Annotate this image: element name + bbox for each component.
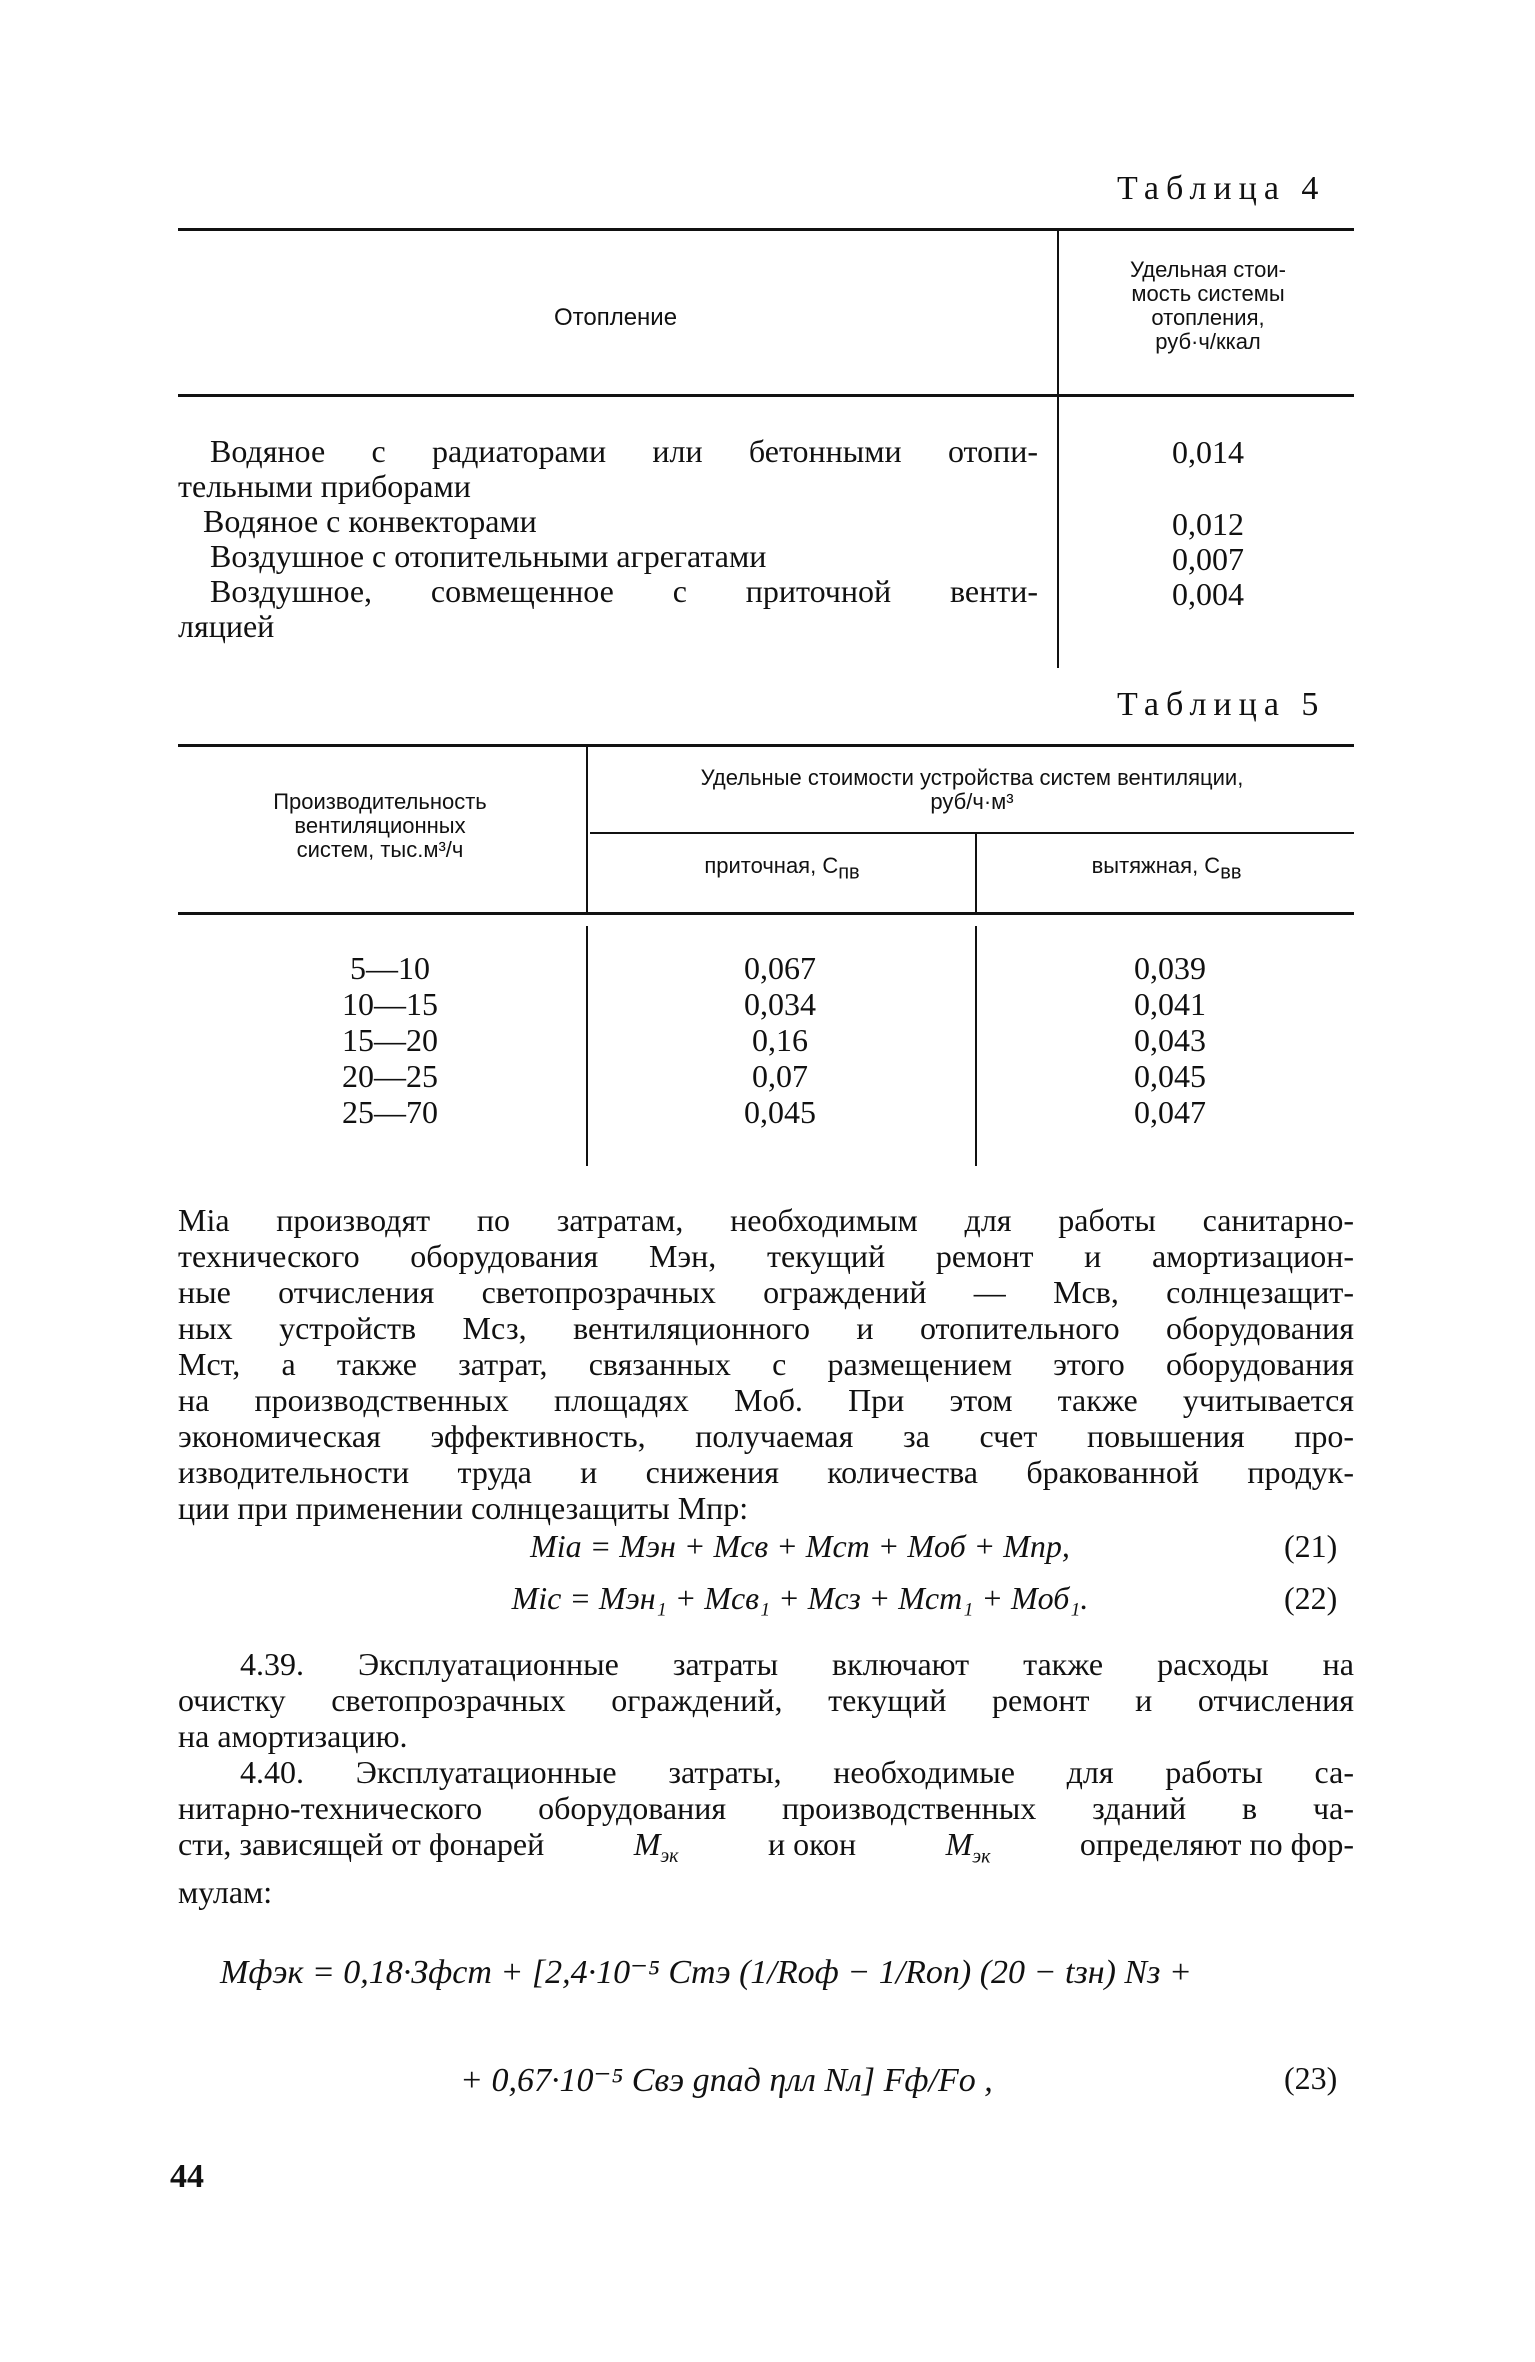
equation-21-number: (21) [1284,1528,1338,1564]
table5-header-rule [178,912,1354,915]
table5-header-group-line: руб/ч·м³ [930,789,1014,814]
table4-row-value: 0,012 [1172,506,1244,542]
paragraph-operating-costs [178,1202,1354,1526]
table4-header-cost-line: отопления, [1151,305,1265,330]
table5-col-exhaust [1090,950,1250,1130]
table5-cell: 25—70 [342,1094,438,1130]
table5-header-group-line: Удельные стоимости устройства систем вентиляции, [700,765,1244,790]
table4-row-label: ляцией [178,608,275,644]
table5-col-capacity [290,950,490,1130]
table4-top-rule [178,228,1354,231]
table4-row-label: Водяное с конвекторами [203,503,537,539]
paragraph-fragment: сти, зависящей от фонарей [178,1826,545,1862]
symbol-m-lantern: $M_{эк}$ [633,1826,679,1868]
table5-top-rule [178,744,1354,747]
table5-caption: Таблица 5 [1117,686,1326,723]
table4-row-value: 0,014 [1172,434,1244,470]
table4-header-cost-line: мость системы [1131,281,1285,306]
paragraph-line: нитарно-технического оборудования производственных зданий в ча- [178,1790,1354,1826]
paragraph-fragment: и окон [767,1826,857,1862]
table5-header-exhaust [979,854,1354,884]
paragraph-line: на производственных площадях Mоб. При этом также учитывается [178,1382,1354,1418]
table5-cell: 0,16 [752,1022,808,1058]
equation-22: Mic = Mэн₁ + Mсв₁ + Mсз + Mст₁ + Mоб₁. [511,1580,1089,1616]
table5-header-group [590,766,1354,814]
equation-23-line2: + 0,67·10⁻⁵ Cвэ gпад ηлл Nл] Fф/Fо , [460,2062,993,2099]
table5-cell: 0,045 [1134,1058,1206,1094]
paragraph-4-39 [178,1646,1354,1754]
equation-23-number: (23) [1284,2060,1338,2096]
paragraph-line: Mia производят по затратам, необходимым для работы санитарно- [178,1202,1354,1238]
table4-row-label: тельными приборами [178,468,471,504]
table4-header-cost [1062,258,1354,354]
table5-cell: 0,034 [744,986,816,1022]
table5-divider-left [586,746,588,912]
equation-22-number: (22) [1284,1580,1338,1616]
table5-header-capacity-line: вентиляционных [294,813,466,838]
table5-cell: 5—10 [350,950,430,986]
paragraph-line: изводительности труда и снижения количества бракованной продук- [178,1454,1354,1490]
table4-row-label: Воздушное с отопительными агрегатами [210,538,767,574]
table5-col-supply [700,950,860,1130]
paragraph-line: 4.39. Эксплуатационные затраты включают также расходы на [240,1646,1354,1682]
paragraph-line: Mст, а также затрат, связанных с размещением этого оборудования [178,1346,1354,1382]
table5-header-supply-text: приточная, С [704,853,839,878]
paragraph-line: ции при применении солнцезащиты Mпр: [178,1490,749,1526]
paragraph-line: ных устройств Mсз, вентиляционного и отопительного оборудования [178,1310,1354,1346]
table4-row-value: 0,007 [1172,541,1244,577]
paragraph-line: 4.40. Эксплуатационные затраты, необходимые для работы са- [240,1754,1354,1790]
table5-header-capacity-line: систем, тыс.м³/ч [296,837,464,862]
table5-cell: 15—20 [342,1022,438,1058]
table5-header-exhaust-sub: вв [1220,861,1242,884]
paragraph-fragment: определяют по фор- [1079,1826,1354,1862]
paragraph-line: очистку светопрозрачных ограждений, текущий ремонт и отчисления [178,1682,1354,1718]
table4-caption: Таблица 4 [1117,170,1326,207]
table5-cell: 0,041 [1134,986,1206,1022]
table5-cell: 20—25 [342,1058,438,1094]
table5-cell: 10—15 [342,986,438,1022]
table5-cell: 0,047 [1134,1094,1206,1130]
table5-cell: 0,07 [752,1058,808,1094]
table5-body-divider-left [586,926,588,1166]
table5-body-divider-mid [975,926,977,1166]
table4-header-cost-line: руб·ч/ккал [1155,329,1261,354]
table4-row [178,434,1038,644]
table4-header-heating: Отопление [553,304,678,331]
table5-header-exhaust-text: вытяжная, С [1091,853,1221,878]
paragraph-line: ные отчисления светопрозрачных ограждений — Mсв, солнцезащит- [178,1274,1354,1310]
table5-divider-mid [975,834,977,912]
table5-cell: 0,043 [1134,1022,1206,1058]
table5-header-capacity [178,790,582,862]
paragraph-line [178,1826,1354,1874]
table5-cell: 0,067 [744,950,816,986]
table4-header-rule [178,394,1354,397]
table5-cell: 0,039 [1134,950,1206,986]
table4-row-label: Водяное с радиаторами или бетонными отопи- [210,433,1038,469]
page-number: 44 [170,2158,204,2195]
equation-21: Mia = Mэн + Mсв + Mст + Mоб + Mпр, [530,1528,1070,1564]
paragraph-line: экономическая эффективность, получаемая за счет повышения про- [178,1418,1354,1454]
table5-header-capacity-line: Производительность [273,789,487,814]
table5-header-supply [590,854,974,884]
table4-row-value: 0,004 [1172,576,1244,612]
equation-23-line1: Mфэк = 0,18·Зфст + [2,4·10⁻⁵ Cтэ (1/Rоф − 1/Rоп) (20 − tзн) Nз + [220,1954,1192,1991]
table4-header-cost-line: Удельная стои- [1130,257,1286,282]
table4-column-divider [1057,230,1059,668]
paragraph-line: мулам: [178,1874,273,1911]
table5-group-rule [590,832,1354,834]
table5-header-supply-sub: пв [838,861,860,884]
symbol-m-window: $M_{эк}$ [945,1826,991,1868]
table5-cell: 0,045 [744,1094,816,1130]
paragraph-4-40 [178,1754,1354,1910]
table4-row-label: Воздушное, совмещенное с приточной венти- [210,573,1038,609]
paragraph-line: на амортизацию. [178,1718,408,1754]
paragraph-line: технического оборудования Mэн, текущий ремонт и амортизацион- [178,1238,1354,1274]
